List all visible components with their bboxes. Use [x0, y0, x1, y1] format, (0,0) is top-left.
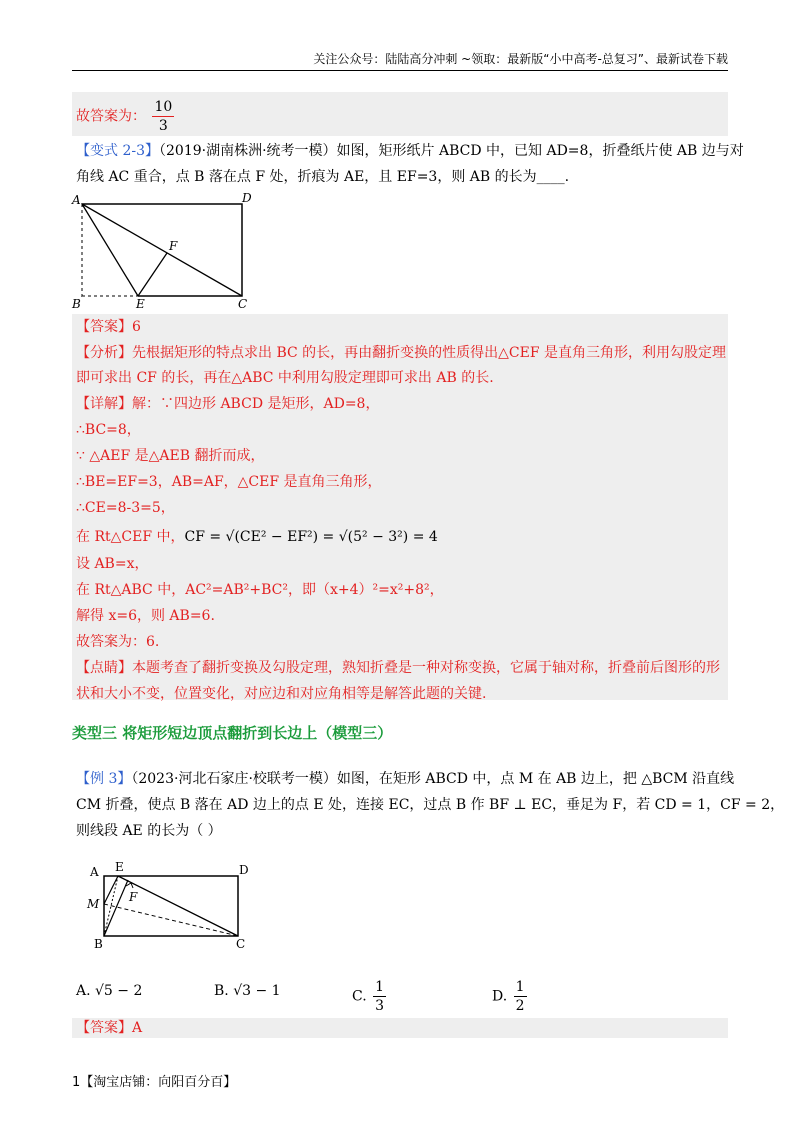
fig1-label-a: A: [72, 193, 81, 207]
prev-answer: [76, 98, 176, 135]
fig2-label-b: B: [94, 937, 103, 951]
option-d-den: 2: [515, 998, 525, 1014]
option-d-label: D.: [492, 988, 508, 1005]
fig2-bf: [104, 880, 128, 936]
solution-detail-2: ∴BC=8，: [76, 422, 141, 438]
option-b-label: B.: [214, 983, 229, 999]
option-b[interactable]: [214, 983, 281, 999]
fig2-right-angle: [126, 883, 133, 888]
example-line-1: [76, 766, 735, 792]
fig1-label-e: E: [136, 297, 145, 311]
option-a[interactable]: [76, 983, 142, 999]
example-line-3: 则线段 AE 的长为（ ）: [76, 823, 222, 839]
solution-detail-8: 在 Rt△ABC 中，AC²=AB²+BC²，即（x+4）²=x²+8²，: [76, 582, 444, 598]
header-rule: [72, 70, 728, 71]
solution-comment-2: 状和大小不变，位置变化，对应边和对应角相等是解答此题的关键.: [76, 686, 487, 702]
section-title: 类型三 将矩形短边顶点翻折到长边上（模型三）: [72, 724, 393, 742]
option-c[interactable]: [352, 978, 388, 1015]
fig2-rect: [104, 876, 238, 936]
solution-detail-5: ∴CE=8-3=5，: [76, 500, 175, 516]
prev-answer-num: 10: [154, 99, 173, 115]
fig1-label-c: C: [238, 297, 248, 311]
solution-analysis-2: 即可求出 CF 的长，再在△ABC 中利用勾股定理即可求出 AB 的长.: [76, 370, 494, 386]
fig1-label-b: B: [72, 297, 81, 311]
figure-1: [70, 192, 260, 312]
fig2-label-d: D: [239, 863, 249, 877]
solution-detail-7: 设 AB=x，: [76, 556, 149, 572]
solution-detail-6: [76, 522, 726, 552]
option-d-num: 1: [515, 979, 525, 995]
example-answer: 【答案】A: [76, 1020, 143, 1036]
option-c-num: 1: [375, 979, 385, 995]
solution-detail-9: 解得 x=6，则 AB=6.: [76, 608, 215, 624]
option-a-value: √5 − 2: [95, 983, 143, 999]
option-c-den: 3: [375, 998, 385, 1014]
example-text-1: （2023·河北石家庄·校联考一模）如图，在矩形 ABCD 中，点 M 在 AB 边上，把 △BCM 沿直线: [131, 771, 735, 787]
solution-detail-4: ∴BE=EF=3，AB=AF，△CEF 是直角三角形，: [76, 474, 382, 490]
fig1-fold-ae: [82, 204, 138, 296]
example-line-2: CM 折叠，使点 B 落在 AD 边上的点 E 处，连接 EC，过点 B 作 BF ⊥ EC，垂足为 F，若 CD = 1，CF = 2，: [76, 797, 785, 813]
figure-2: [82, 856, 257, 956]
solution-formula-cf: CF = √(CE² − EF²) = √(5² − 3²) = 4: [184, 529, 438, 545]
fig2-ec: [118, 876, 238, 936]
fig2-label-a: A: [90, 865, 99, 879]
page-footer: 1【淘宝店铺：向阳百分百】: [72, 1075, 237, 1090]
fig1-ef: [138, 253, 167, 296]
variant-line-2: 角线 AC 重合，点 B 落在点 F 处，折痕为 AE，且 EF=3，则 AB 的长为____.: [76, 169, 570, 185]
fig1-label-f: F: [169, 239, 178, 253]
solution-detail-10: 故答案为：6.: [76, 634, 160, 650]
fig2-label-m: M: [87, 897, 100, 911]
option-b-value: √3 − 1: [233, 983, 281, 999]
solution-detail-3: ∵ △AEF 是△AEB 翻折而成，: [76, 448, 265, 464]
fig2-label-c: C: [236, 937, 246, 951]
fig2-label-f: F: [129, 890, 138, 904]
solution-answer: 【答案】6: [76, 319, 141, 335]
fig2-me: [104, 876, 118, 904]
solution-detail-6-prefix: 在 Rt△CEF 中，: [76, 529, 185, 545]
page-header: 关注公众号：陆陆高分冲刺 ~领取：最新版“小中高考-总复习”、最新试卷下载: [313, 52, 728, 66]
variant-tag: 【变式 2-3】: [76, 143, 159, 159]
fig2-cm-dashed: [104, 904, 238, 936]
fig1-label-d: D: [242, 192, 252, 205]
variant-text-1: （2019·湖南株洲·统考一模）如图，矩形纸片 ABCD 中，已知 AD=8，折叠纸片使 AB 边与对: [159, 143, 744, 159]
option-d-fraction: [514, 978, 527, 1015]
solution-analysis-1: 【分析】先根据矩形的特点求出 BC 的长，再由翻折变换的性质得出△CEF 是直角三角形，利用勾股定理: [76, 345, 727, 361]
solution-comment-1: 【点睛】本题考查了翻折变换及勾股定理，熟知折叠是一种对称变换，它属于轴对称，折叠前后图形的形: [76, 660, 720, 676]
option-d[interactable]: [492, 978, 529, 1015]
fig1-diagonal-ac: [82, 204, 242, 296]
prev-answer-den: 3: [158, 118, 168, 134]
example-tag: 【例 3】: [76, 771, 132, 787]
option-c-fraction: [373, 978, 386, 1015]
variant-line-1: [76, 138, 744, 164]
option-a-label: A.: [76, 983, 91, 999]
prev-answer-fraction: [152, 98, 174, 135]
fig2-label-e: E: [115, 860, 124, 874]
prev-answer-label: 故答案为：: [76, 108, 146, 125]
example-answer-block: [72, 1018, 728, 1038]
option-c-label: C.: [352, 988, 367, 1005]
solution-detail-1: 【详解】解：∵四边形 ABCD 是矩形，AD=8，: [76, 396, 380, 412]
